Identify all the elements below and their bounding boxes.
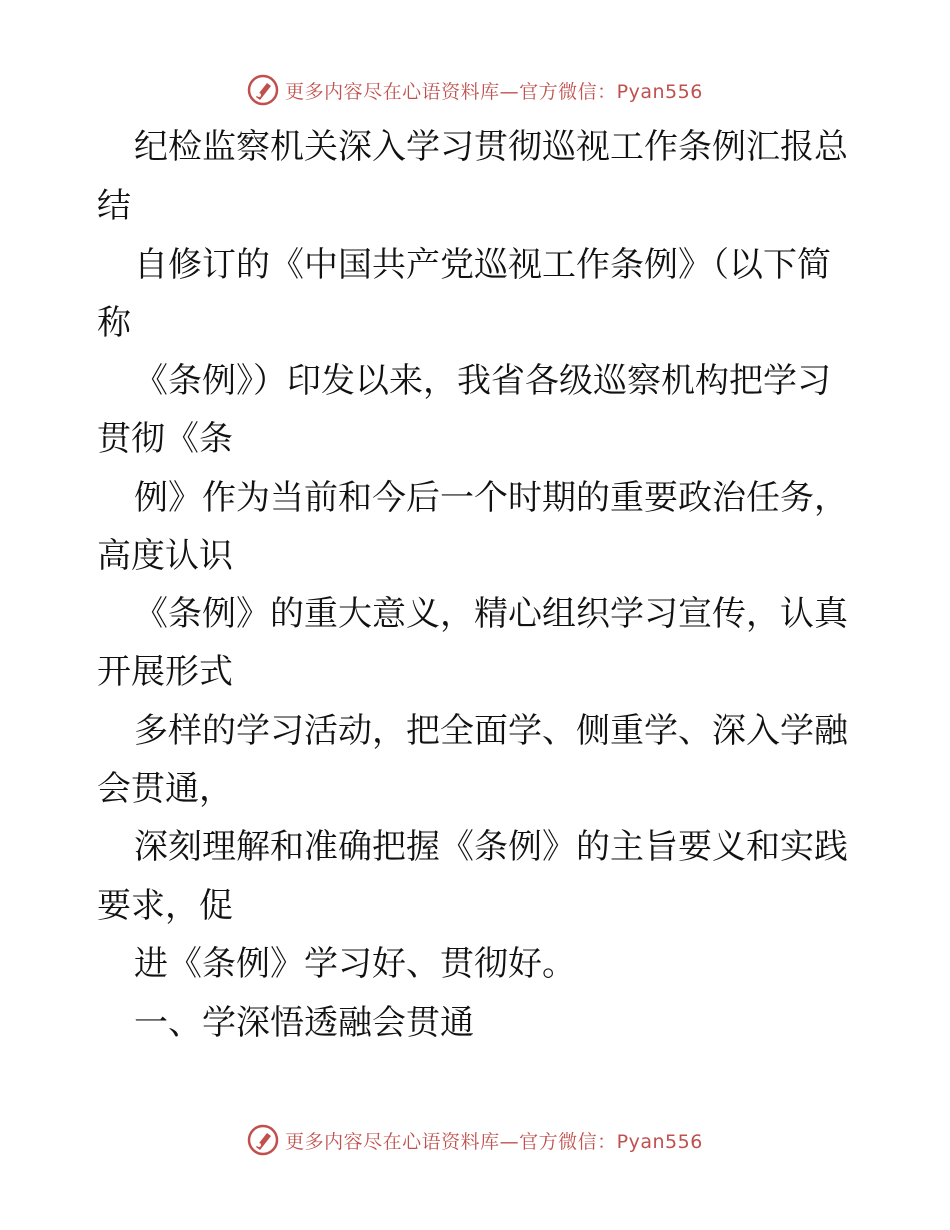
- text-line: 称: [97, 303, 131, 343]
- pen-nib-logo-icon: [247, 74, 279, 106]
- text-line: 开展形式: [97, 652, 233, 692]
- text-line: 贯彻《条: [97, 419, 233, 459]
- text-line: 会贯通，: [97, 769, 233, 809]
- text-line: 进《条例》学习好、贯彻好。: [134, 944, 576, 984]
- text-line: 多样的学习活动，把全面学、侧重学、深入学融: [134, 711, 848, 751]
- section-heading: 一、学深悟透融会贯通: [134, 1003, 474, 1043]
- text-line: 《条例》的重大意义，精心组织学习宣传，认真: [134, 594, 848, 634]
- text-line: 纪检监察机关深入学习贯彻巡视工作条例汇报总: [134, 127, 848, 167]
- text-line: 结: [97, 186, 131, 226]
- footer-banner-text: 更多内容尽在心语资料库—官方微信：Pyan556: [285, 1130, 703, 1153]
- footer-banner[interactable]: [0, 1120, 950, 1160]
- header-banner-text: 更多内容尽在心语资料库—官方微信：Pyan556: [285, 80, 703, 103]
- text-line: 高度认识: [97, 536, 233, 576]
- text-line: 深刻理解和准确把握《条例》的主旨要义和实践: [134, 827, 848, 867]
- pen-nib-logo-icon: [247, 1124, 279, 1156]
- text-line: 要求，促: [97, 886, 233, 926]
- text-line: 自修订的《中国共产党巡视工作条例》（以下简: [134, 245, 831, 285]
- header-banner[interactable]: [0, 70, 950, 110]
- text-line: 《条例》）印发以来，我省各级巡察机构把学习: [134, 361, 831, 401]
- text-line: 例》作为当前和今后一个时期的重要政治任务，: [134, 478, 848, 518]
